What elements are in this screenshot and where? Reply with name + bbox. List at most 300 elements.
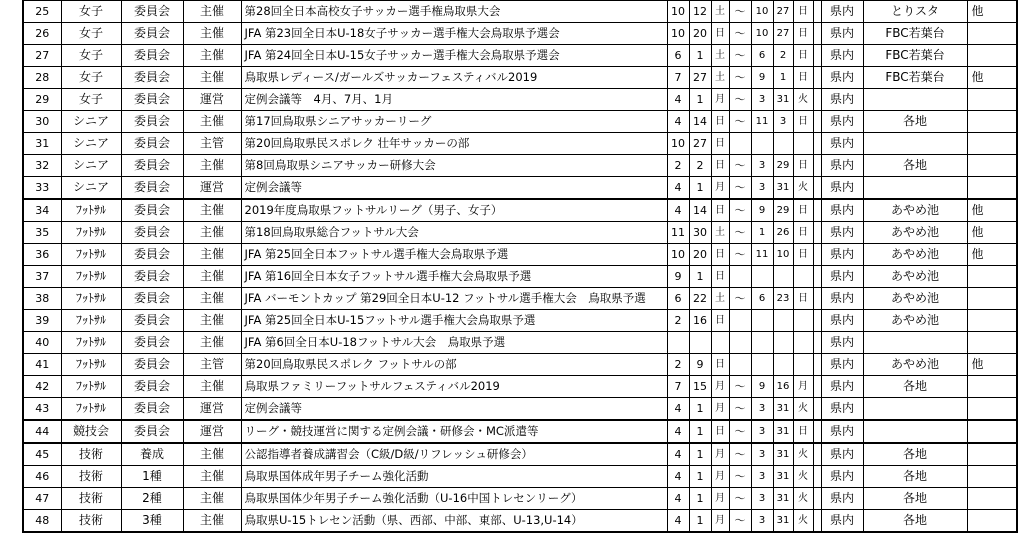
- role-cell: 主催: [183, 510, 241, 533]
- row-number: 41: [23, 354, 61, 376]
- start-month-cell: 2: [667, 310, 689, 332]
- table-row: [23, 266, 1017, 288]
- event-name-cell: リーグ・競技運営に関する定例会議・研修会・MC派遣等: [241, 420, 667, 443]
- end-weekday-cell: 日: [793, 67, 813, 89]
- organizer-cell: 委員会: [121, 23, 183, 45]
- table-row: [23, 420, 1017, 443]
- extra-cell: 他: [967, 354, 1017, 376]
- organizer-cell: 2種: [121, 488, 183, 510]
- event-name-cell: 定例会議等 4月、7月、1月: [241, 89, 667, 111]
- category-cell: ﾌｯﾄｻﾙ: [61, 266, 121, 288]
- venue-cell: 各地: [863, 155, 967, 177]
- range-tilde-cell: ～: [729, 23, 751, 45]
- start-month-cell: 4: [667, 398, 689, 421]
- venue-cell: 各地: [863, 466, 967, 488]
- range-tilde-cell: [729, 332, 751, 354]
- end-day-cell: 31: [773, 177, 793, 200]
- area-cell: 県内: [821, 23, 863, 45]
- organizer-cell: 委員会: [121, 398, 183, 421]
- event-name-cell: 第18回鳥取県総合フットサル大会: [241, 222, 667, 244]
- event-name-cell: 第28回全日本高校女子サッカー選手権鳥取県大会: [241, 1, 667, 23]
- end-day-cell: 31: [773, 420, 793, 443]
- row-number: 45: [23, 443, 61, 466]
- range-tilde-cell: ～: [729, 466, 751, 488]
- start-weekday-cell: 月: [711, 510, 729, 533]
- start-day-cell: [689, 332, 711, 354]
- spacer-cell: [813, 420, 821, 443]
- event-name-cell: 第20回鳥取県民スポレク フットサルの部: [241, 354, 667, 376]
- start-day-cell: 27: [689, 67, 711, 89]
- start-weekday-cell: 日: [711, 354, 729, 376]
- venue-cell: 各地: [863, 488, 967, 510]
- start-day-cell: 1: [689, 466, 711, 488]
- area-cell: 県内: [821, 1, 863, 23]
- category-cell: ﾌｯﾄｻﾙ: [61, 376, 121, 398]
- start-month-cell: 4: [667, 111, 689, 133]
- table-row: [23, 177, 1017, 200]
- organizer-cell: 委員会: [121, 133, 183, 155]
- range-tilde-cell: ～: [729, 177, 751, 200]
- extra-cell: [967, 89, 1017, 111]
- end-day-cell: 27: [773, 1, 793, 23]
- end-weekday-cell: 火: [793, 177, 813, 200]
- end-month-cell: 9: [751, 199, 773, 222]
- start-day-cell: 1: [689, 420, 711, 443]
- organizer-cell: 3種: [121, 510, 183, 533]
- spacer-cell: [813, 89, 821, 111]
- end-month-cell: 11: [751, 111, 773, 133]
- start-month-cell: 6: [667, 45, 689, 67]
- start-month-cell: 4: [667, 420, 689, 443]
- range-tilde-cell: ～: [729, 288, 751, 310]
- role-cell: 主催: [183, 67, 241, 89]
- organizer-cell: 委員会: [121, 177, 183, 200]
- start-weekday-cell: 日: [711, 199, 729, 222]
- start-month-cell: 7: [667, 67, 689, 89]
- start-month-cell: 10: [667, 1, 689, 23]
- role-cell: 主催: [183, 45, 241, 67]
- start-month-cell: 4: [667, 177, 689, 200]
- end-weekday-cell: 日: [793, 1, 813, 23]
- start-weekday-cell: 土: [711, 1, 729, 23]
- row-number: 38: [23, 288, 61, 310]
- start-day-cell: 1: [689, 488, 711, 510]
- role-cell: 主催: [183, 1, 241, 23]
- area-cell: 県内: [821, 488, 863, 510]
- start-weekday-cell: 土: [711, 222, 729, 244]
- start-weekday-cell: 月: [711, 443, 729, 466]
- spacer-cell: [813, 288, 821, 310]
- role-cell: 主催: [183, 376, 241, 398]
- end-day-cell: 31: [773, 398, 793, 421]
- end-day-cell: [773, 310, 793, 332]
- spacer-cell: [813, 199, 821, 222]
- area-cell: 県内: [821, 222, 863, 244]
- table-row: [23, 155, 1017, 177]
- end-weekday-cell: 日: [793, 199, 813, 222]
- range-tilde-cell: ～: [729, 510, 751, 533]
- spacer-cell: [813, 23, 821, 45]
- end-month-cell: 3: [751, 510, 773, 533]
- table-row: [23, 199, 1017, 222]
- start-month-cell: 4: [667, 443, 689, 466]
- end-weekday-cell: 日: [793, 420, 813, 443]
- organizer-cell: 委員会: [121, 288, 183, 310]
- row-number: 27: [23, 45, 61, 67]
- row-number: 36: [23, 244, 61, 266]
- event-name-cell: 公認指導者養成講習会（C級/D級/リフレッシュ研修会）: [241, 443, 667, 466]
- start-month-cell: 7: [667, 376, 689, 398]
- end-month-cell: [751, 354, 773, 376]
- end-month-cell: 10: [751, 23, 773, 45]
- organizer-cell: 委員会: [121, 420, 183, 443]
- start-weekday-cell: 日: [711, 420, 729, 443]
- end-weekday-cell: 火: [793, 398, 813, 421]
- role-cell: 主管: [183, 133, 241, 155]
- role-cell: 主管: [183, 354, 241, 376]
- table-row: [23, 1, 1017, 23]
- area-cell: 県内: [821, 199, 863, 222]
- category-cell: 技術: [61, 466, 121, 488]
- table-row: [23, 23, 1017, 45]
- table-row: [23, 310, 1017, 332]
- organizer-cell: 委員会: [121, 266, 183, 288]
- end-month-cell: 6: [751, 288, 773, 310]
- event-name-cell: JFA 第25回全日本フットサル選手権大会鳥取県予選: [241, 244, 667, 266]
- category-cell: 女子: [61, 1, 121, 23]
- end-weekday-cell: 月: [793, 376, 813, 398]
- extra-cell: 他: [967, 1, 1017, 23]
- end-day-cell: [773, 266, 793, 288]
- end-day-cell: [773, 354, 793, 376]
- area-cell: 県内: [821, 310, 863, 332]
- start-day-cell: 14: [689, 199, 711, 222]
- extra-cell: 他: [967, 222, 1017, 244]
- venue-cell: とりスタ: [863, 1, 967, 23]
- range-tilde-cell: ～: [729, 199, 751, 222]
- end-weekday-cell: 火: [793, 466, 813, 488]
- end-day-cell: 29: [773, 199, 793, 222]
- area-cell: 県内: [821, 420, 863, 443]
- venue-cell: 各地: [863, 111, 967, 133]
- extra-cell: [967, 398, 1017, 421]
- start-month-cell: 6: [667, 288, 689, 310]
- venue-cell: FBC若葉台: [863, 45, 967, 67]
- category-cell: ﾌｯﾄｻﾙ: [61, 310, 121, 332]
- category-cell: ﾌｯﾄｻﾙ: [61, 199, 121, 222]
- range-tilde-cell: ～: [729, 420, 751, 443]
- venue-cell: 各地: [863, 376, 967, 398]
- event-name-cell: JFA 第24回全日本U-15女子サッカー選手権大会鳥取県予選会: [241, 45, 667, 67]
- start-weekday-cell: 土: [711, 67, 729, 89]
- end-weekday-cell: 日: [793, 155, 813, 177]
- extra-cell: [967, 443, 1017, 466]
- table-row: [23, 332, 1017, 354]
- start-month-cell: 9: [667, 266, 689, 288]
- event-name-cell: 鳥取県レディース/ガールズサッカーフェスティバル2019: [241, 67, 667, 89]
- area-cell: 県内: [821, 376, 863, 398]
- spacer-cell: [813, 155, 821, 177]
- extra-cell: [967, 310, 1017, 332]
- category-cell: シニア: [61, 111, 121, 133]
- category-cell: ﾌｯﾄｻﾙ: [61, 332, 121, 354]
- start-day-cell: 9: [689, 354, 711, 376]
- venue-cell: FBC若葉台: [863, 67, 967, 89]
- start-day-cell: 20: [689, 23, 711, 45]
- area-cell: 県内: [821, 244, 863, 266]
- venue-cell: [863, 332, 967, 354]
- end-day-cell: 16: [773, 376, 793, 398]
- extra-cell: [967, 23, 1017, 45]
- row-number: 31: [23, 133, 61, 155]
- start-weekday-cell: 日: [711, 310, 729, 332]
- area-cell: 県内: [821, 510, 863, 533]
- start-month-cell: 2: [667, 155, 689, 177]
- row-number: 26: [23, 23, 61, 45]
- range-tilde-cell: ～: [729, 222, 751, 244]
- area-cell: 県内: [821, 266, 863, 288]
- role-cell: 主催: [183, 222, 241, 244]
- start-month-cell: 2: [667, 354, 689, 376]
- end-day-cell: 31: [773, 488, 793, 510]
- extra-cell: [967, 466, 1017, 488]
- schedule-table: [22, 0, 1018, 533]
- start-day-cell: 22: [689, 288, 711, 310]
- event-name-cell: 第20回鳥取県民スポレク 壮年サッカーの部: [241, 133, 667, 155]
- area-cell: 県内: [821, 133, 863, 155]
- area-cell: 県内: [821, 67, 863, 89]
- end-day-cell: 1: [773, 67, 793, 89]
- start-month-cell: 10: [667, 23, 689, 45]
- spacer-cell: [813, 332, 821, 354]
- table-row: [23, 67, 1017, 89]
- extra-cell: 他: [967, 199, 1017, 222]
- event-name-cell: 鳥取県国体成年男子チーム強化活動: [241, 466, 667, 488]
- category-cell: 競技会: [61, 420, 121, 443]
- spacer-cell: [813, 310, 821, 332]
- start-day-cell: 1: [689, 177, 711, 200]
- area-cell: 県内: [821, 443, 863, 466]
- range-tilde-cell: ～: [729, 244, 751, 266]
- organizer-cell: 委員会: [121, 67, 183, 89]
- organizer-cell: 委員会: [121, 111, 183, 133]
- extra-cell: [967, 133, 1017, 155]
- range-tilde-cell: ～: [729, 488, 751, 510]
- range-tilde-cell: ～: [729, 89, 751, 111]
- end-weekday-cell: 日: [793, 244, 813, 266]
- end-weekday-cell: [793, 133, 813, 155]
- start-day-cell: 2: [689, 155, 711, 177]
- start-month-cell: 4: [667, 510, 689, 533]
- end-month-cell: 3: [751, 420, 773, 443]
- category-cell: シニア: [61, 155, 121, 177]
- table-row: [23, 443, 1017, 466]
- row-number: 34: [23, 199, 61, 222]
- start-weekday-cell: 日: [711, 244, 729, 266]
- end-month-cell: 3: [751, 398, 773, 421]
- table-row: [23, 466, 1017, 488]
- role-cell: 主催: [183, 332, 241, 354]
- end-day-cell: 31: [773, 443, 793, 466]
- end-weekday-cell: 日: [793, 45, 813, 67]
- area-cell: 県内: [821, 398, 863, 421]
- organizer-cell: 委員会: [121, 376, 183, 398]
- role-cell: 主催: [183, 244, 241, 266]
- spacer-cell: [813, 67, 821, 89]
- area-cell: 県内: [821, 332, 863, 354]
- organizer-cell: 委員会: [121, 1, 183, 23]
- end-month-cell: 9: [751, 67, 773, 89]
- category-cell: シニア: [61, 133, 121, 155]
- range-tilde-cell: ～: [729, 155, 751, 177]
- area-cell: 県内: [821, 354, 863, 376]
- end-month-cell: 9: [751, 376, 773, 398]
- start-day-cell: 1: [689, 266, 711, 288]
- row-number: 35: [23, 222, 61, 244]
- row-number: 39: [23, 310, 61, 332]
- organizer-cell: 委員会: [121, 155, 183, 177]
- row-number: 32: [23, 155, 61, 177]
- end-day-cell: 29: [773, 155, 793, 177]
- end-weekday-cell: [793, 354, 813, 376]
- table-row: [23, 133, 1017, 155]
- event-name-cell: JFA 第23回全日本U-18女子サッカー選手権大会鳥取県予選会: [241, 23, 667, 45]
- end-day-cell: 31: [773, 89, 793, 111]
- extra-cell: [967, 266, 1017, 288]
- category-cell: ﾌｯﾄｻﾙ: [61, 222, 121, 244]
- role-cell: 主催: [183, 266, 241, 288]
- spacer-cell: [813, 111, 821, 133]
- range-tilde-cell: ～: [729, 67, 751, 89]
- spacer-cell: [813, 1, 821, 23]
- end-month-cell: [751, 310, 773, 332]
- area-cell: 県内: [821, 177, 863, 200]
- venue-cell: あやめ池: [863, 199, 967, 222]
- event-name-cell: 第8回鳥取県シニアサッカー研修大会: [241, 155, 667, 177]
- end-weekday-cell: 火: [793, 510, 813, 533]
- venue-cell: あやめ池: [863, 288, 967, 310]
- table-row: [23, 510, 1017, 533]
- table-row: [23, 222, 1017, 244]
- row-number: 42: [23, 376, 61, 398]
- venue-cell: あやめ池: [863, 222, 967, 244]
- extra-cell: [967, 155, 1017, 177]
- start-weekday-cell: 日: [711, 133, 729, 155]
- end-month-cell: 3: [751, 443, 773, 466]
- category-cell: ﾌｯﾄｻﾙ: [61, 288, 121, 310]
- row-number: 28: [23, 67, 61, 89]
- venue-cell: 各地: [863, 510, 967, 533]
- role-cell: 主催: [183, 155, 241, 177]
- event-name-cell: 鳥取県ファミリーフットサルフェスティバル2019: [241, 376, 667, 398]
- row-number: 37: [23, 266, 61, 288]
- range-tilde-cell: ～: [729, 1, 751, 23]
- start-day-cell: 1: [689, 45, 711, 67]
- area-cell: 県内: [821, 288, 863, 310]
- range-tilde-cell: ～: [729, 376, 751, 398]
- range-tilde-cell: [729, 310, 751, 332]
- end-weekday-cell: [793, 310, 813, 332]
- table-row: [23, 244, 1017, 266]
- event-name-cell: 2019年度鳥取県フットサルリーグ（男子、女子）: [241, 199, 667, 222]
- end-weekday-cell: [793, 266, 813, 288]
- start-day-cell: 14: [689, 111, 711, 133]
- role-cell: 主催: [183, 111, 241, 133]
- event-name-cell: JFA 第16回全日本女子フットサル選手権大会鳥取県予選: [241, 266, 667, 288]
- organizer-cell: 1種: [121, 466, 183, 488]
- spacer-cell: [813, 398, 821, 421]
- organizer-cell: 委員会: [121, 244, 183, 266]
- extra-cell: [967, 111, 1017, 133]
- start-weekday-cell: 月: [711, 466, 729, 488]
- start-weekday-cell: 土: [711, 288, 729, 310]
- role-cell: 主催: [183, 488, 241, 510]
- event-name-cell: 第17回鳥取県シニアサッカーリーグ: [241, 111, 667, 133]
- category-cell: 女子: [61, 89, 121, 111]
- extra-cell: [967, 510, 1017, 533]
- start-month-cell: 4: [667, 488, 689, 510]
- start-weekday-cell: 月: [711, 177, 729, 200]
- end-weekday-cell: 火: [793, 488, 813, 510]
- end-month-cell: 3: [751, 89, 773, 111]
- row-number: 46: [23, 466, 61, 488]
- table-row: [23, 89, 1017, 111]
- end-day-cell: 31: [773, 466, 793, 488]
- start-month-cell: 4: [667, 199, 689, 222]
- end-day-cell: 26: [773, 222, 793, 244]
- category-cell: 技術: [61, 443, 121, 466]
- venue-cell: [863, 177, 967, 200]
- table-row: [23, 354, 1017, 376]
- extra-cell: [967, 288, 1017, 310]
- spacer-cell: [813, 443, 821, 466]
- end-weekday-cell: 日: [793, 222, 813, 244]
- range-tilde-cell: [729, 354, 751, 376]
- start-month-cell: 10: [667, 244, 689, 266]
- end-month-cell: 3: [751, 488, 773, 510]
- extra-cell: 他: [967, 67, 1017, 89]
- end-weekday-cell: 日: [793, 23, 813, 45]
- category-cell: 技術: [61, 488, 121, 510]
- organizer-cell: 委員会: [121, 199, 183, 222]
- end-weekday-cell: 火: [793, 89, 813, 111]
- end-weekday-cell: 火: [793, 443, 813, 466]
- spacer-cell: [813, 177, 821, 200]
- end-month-cell: 1: [751, 222, 773, 244]
- start-day-cell: 30: [689, 222, 711, 244]
- area-cell: 県内: [821, 45, 863, 67]
- category-cell: 技術: [61, 510, 121, 533]
- table-row: [23, 376, 1017, 398]
- category-cell: ﾌｯﾄｻﾙ: [61, 398, 121, 421]
- end-month-cell: [751, 266, 773, 288]
- row-number: 33: [23, 177, 61, 200]
- end-day-cell: 31: [773, 510, 793, 533]
- end-month-cell: 3: [751, 466, 773, 488]
- start-day-cell: 1: [689, 510, 711, 533]
- table-row: [23, 398, 1017, 421]
- organizer-cell: 委員会: [121, 310, 183, 332]
- spacer-cell: [813, 133, 821, 155]
- start-day-cell: 16: [689, 310, 711, 332]
- role-cell: 主催: [183, 288, 241, 310]
- extra-cell: [967, 332, 1017, 354]
- event-name-cell: JFA バーモントカップ 第29回全日本U-12 フットサル選手権大会 鳥取県予選: [241, 288, 667, 310]
- start-weekday-cell: 日: [711, 23, 729, 45]
- venue-cell: あやめ池: [863, 266, 967, 288]
- range-tilde-cell: ～: [729, 111, 751, 133]
- category-cell: 女子: [61, 67, 121, 89]
